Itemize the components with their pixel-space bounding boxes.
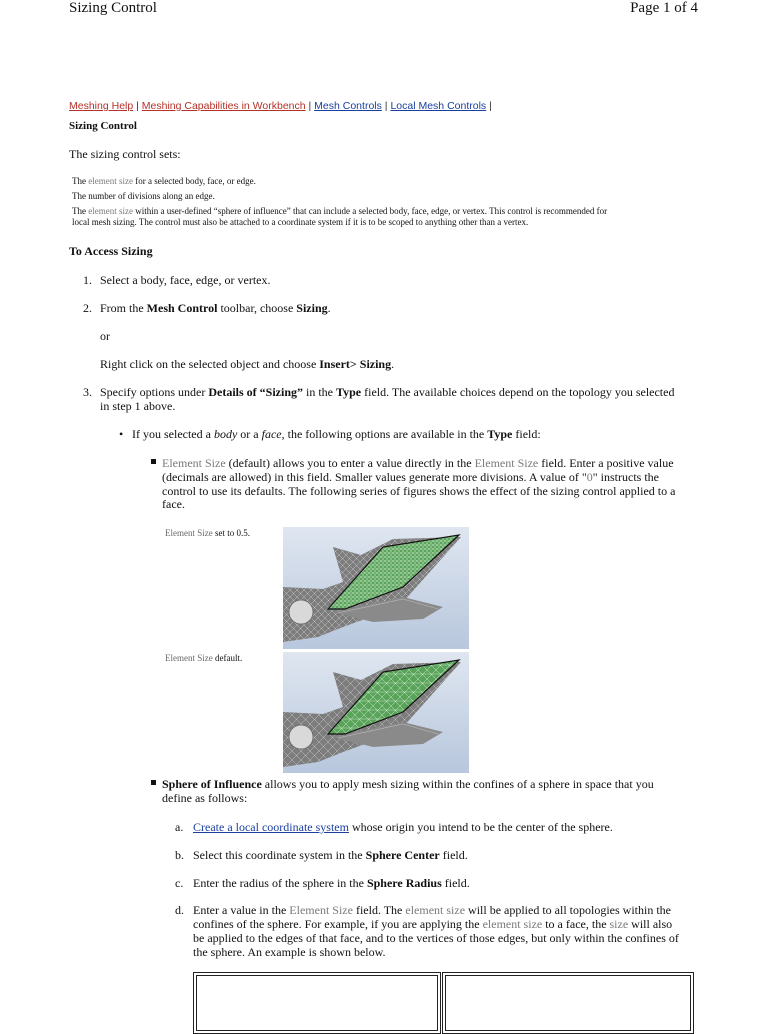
sphere-step-d-line-4: the sphere. An example is shown below. [193, 945, 386, 959]
step-1-text: Select a body, face, edge, or vertex. [100, 273, 271, 287]
sublist-letter: c. [175, 876, 184, 890]
bullet-text: If you selected a body or a face, the following options are available in the Type field: [132, 427, 541, 441]
figure-1-caption: Element Size set to 0.5. [165, 528, 250, 538]
section-heading-access: To Access Sizing [69, 244, 153, 258]
breadcrumb-separator: | [136, 100, 139, 112]
page-header-title: Sizing Control [69, 0, 157, 16]
element-size-line-3: control to use its defaults. The following series of figures shows the effect of the sizing control applied to a [162, 484, 676, 498]
sublist-letter: b. [175, 848, 184, 862]
breadcrumb-link-mesh-controls[interactable]: Mesh Controls [314, 100, 382, 112]
sphere-step-a: Create a local coordinate system whose origin you intend to be the center of the sphere. [193, 820, 613, 834]
breadcrumb [69, 100, 492, 112]
breadcrumb-separator: | [384, 100, 388, 112]
right-click-text: Right click on the selected object and choose Insert> Sizing. [100, 357, 395, 371]
mesh-figure-0-5 [283, 527, 469, 649]
page-number: Page 1 of 4 [630, 0, 698, 16]
breadcrumb-link-local-mesh-controls[interactable]: Local Mesh Controls [390, 100, 487, 112]
square-bullet-icon [151, 780, 156, 785]
sets-line-2: The number of divisions along an edge. [72, 191, 215, 201]
bullet-icon: • [119, 427, 124, 441]
element-size-line-4: face. [162, 497, 185, 511]
sets-line-3b: local mesh sizing. The control must also be attached to a coordinate system if it is to be scoped to anything other than a vertex. [72, 217, 529, 227]
breadcrumb-separator: | [308, 100, 312, 112]
example-table-cell-right [442, 972, 694, 1034]
breadcrumb-link-meshing-capabilities[interactable]: Meshing Capabilities in Workbench [141, 100, 306, 112]
sets-line-1: The element size for a selected body, face, or edge. [72, 176, 256, 186]
mesh-figure-default [283, 652, 469, 773]
figure-2-caption: Element Size default. [165, 653, 243, 663]
page-title: Sizing Control [69, 120, 137, 132]
step-3-text-line-2: in step 1 above. [100, 399, 176, 413]
sets-line-3: The element size within a user-defined “sphere of influence” that can include a selected body, face, edge, or vertex. This control is recommended for [72, 206, 608, 216]
square-bullet-icon [151, 459, 156, 464]
create-coordinate-system-link[interactable]: Create a local coordinate system [193, 820, 349, 834]
sphere-step-d-line-3: be applied to the edges of that face, and to the vertices of those edges, but only within the confines of [193, 931, 679, 945]
intro-text: The sizing control sets: [69, 147, 181, 161]
example-table-cell-left [193, 972, 441, 1034]
sphere-step-b: Select this coordinate system in the Sphere Center field. [193, 848, 468, 862]
sphere-step-c: Enter the radius of the sphere in the Sphere Radius field. [193, 876, 470, 890]
element-size-line-2: (decimals are allowed) in this field. Smaller values generate more divisions. A value of "0" instructs the [162, 470, 660, 484]
sphere-step-d-line-2: confines of the sphere. For example, if you are applying the element size to a face, the size will also [193, 917, 673, 931]
breadcrumb-separator: | [489, 100, 492, 112]
step-number: 2. [83, 301, 92, 315]
sphere-line-1: Sphere of Influence allows you to apply mesh sizing within the confines of a sphere in space that you [162, 777, 654, 791]
or-text: or [100, 329, 110, 343]
element-size-line-1: Element Size (default) allows you to enter a value directly in the Element Size field. Enter a positive value [162, 456, 674, 470]
sublist-letter: d. [175, 903, 184, 917]
step-number: 3. [83, 385, 92, 399]
sublist-letter: a. [175, 820, 184, 834]
sphere-line-2: define as follows: [162, 791, 248, 805]
sphere-step-d-line-1: Enter a value in the Element Size field. The element size will be applied to all topologies within the [193, 903, 671, 917]
breadcrumb-link-meshing-help[interactable]: Meshing Help [69, 100, 134, 112]
step-3-text: Specify options under Details of “Sizing” in the Type field. The available choices depend on the topology you selected [100, 385, 675, 399]
step-number: 1. [83, 273, 92, 287]
step-2-text: From the Mesh Control toolbar, choose Sizing. [100, 301, 331, 315]
